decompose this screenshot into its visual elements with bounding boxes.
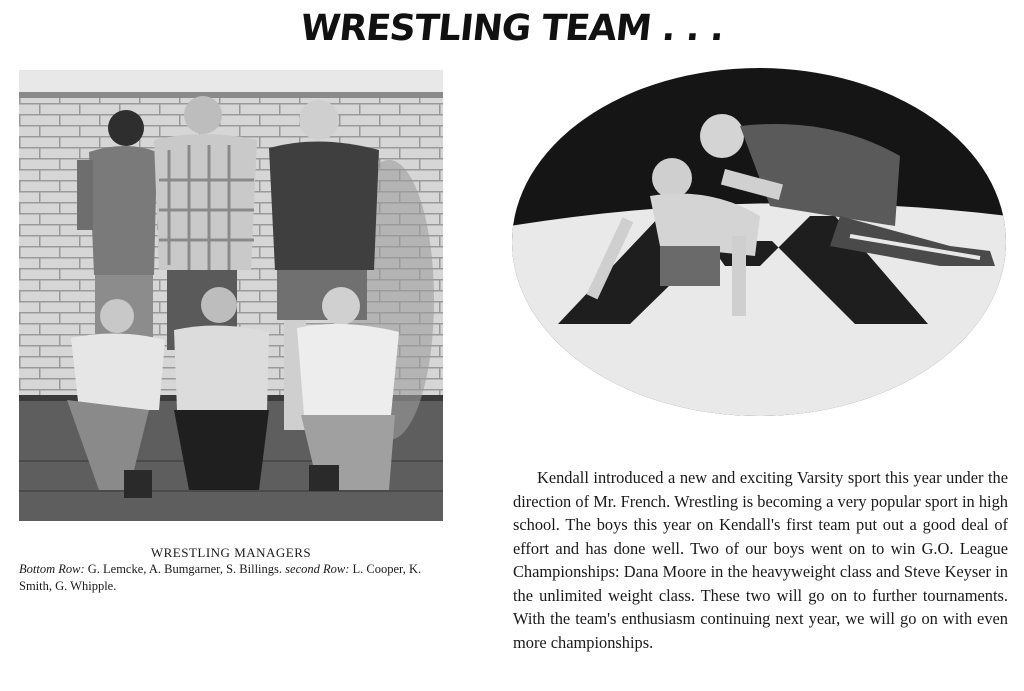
managers-photo (19, 70, 443, 521)
caption-heading: WRESTLING MANAGERS (150, 545, 312, 560)
caption-row1-names: G. Lemcke, A. Bumgarner, S. Billings. (87, 562, 283, 576)
managers-photo-illustration (19, 70, 443, 521)
caption-body (19, 561, 443, 595)
wrestlers-photo-illustration (510, 66, 1008, 418)
caption-row2-label: second Row: (285, 562, 350, 576)
article-paragraph: Kendall introduced a new and exciting Varsity sport this year under the direction of Mr. French. Wrestling is becoming a very popular sport in high school. The boys this year on Kendall's first team put out a good deal of effort and has done well. Two of our boys went on to win G.O. League Championships: Dana Moore in the heavyweight class and Steve Keyser in the unlimited weight class. These two will go on to further tournaments. With the team's enthusiasm continuing next year, we will go on with even more championships. (513, 468, 1008, 652)
caption-row1-label: Bottom Row: (19, 562, 85, 576)
photo-caption (19, 544, 443, 595)
caption-row2-names: L. Cooper, K. Smith, G. Whipple. (19, 562, 422, 593)
wrestlers-photo (510, 66, 1008, 418)
page-title: WRESTLING TEAM . . . (298, 8, 726, 49)
